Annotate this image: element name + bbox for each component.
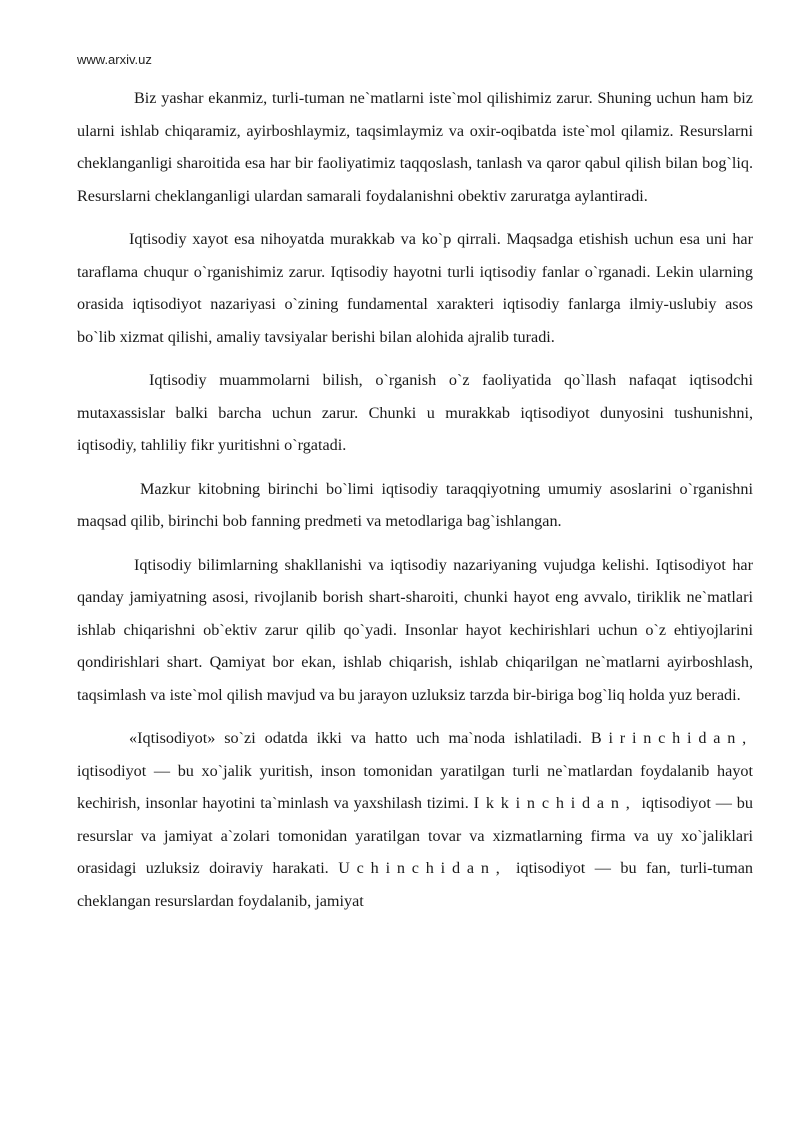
paragraph-4: Mazkur kitobning birinchi bo`limi iqtisodiy taraqqiyotning umumiy asoslarini o`rganishni maqsad qilib, birinchi bob fanning predmeti va metodlariga bag`ishlangan. [77, 479, 753, 530]
paragraph-6-definition-2: iqtisodiyot — bu resurslar va jamiyat a`zolari tomonidan yaratilgan tovar va xizmatlarning firma va uy xo`jaliklari orasidagi uzluksiz doiraviy harakati. [77, 794, 753, 877]
paragraph-2: Iqtisodiy xayot esa nihoyatda murakkab va ko`p qirrali. Maqsadga etishish uchun esa uni har taraflama chuqur o`rganishimiz zarur. Iqtisodiy hayotni turli iqtisodiy fanlar o`rganadi. Lekin ularning orasida iqtisodiyot nazariyasi o`zining fundamental xarakteri iqtisodiy fanlarga ilmiy-uslubiy asos bo`lib xizmat qilishi, amaliy tavsiyalar berishi bilan alohida ajralib turadi. [77, 230, 753, 346]
paragraph-6 [77, 722, 753, 917]
emphasis-first: Birinchidan, [590, 729, 753, 747]
paragraph-6-intro: «Iqtisodiyot» so`zi odatda ikki va hatto uch ma`noda ishlatiladi. [129, 729, 591, 747]
paragraph-5: Iqtisodiy bilimlarning shakllanishi va iqtisodiy nazariyaning vujudga kelishi. Iqtisodiyot har qanday jamiyatning asosi, rivojlanib borish shart-sharoiti, chunki hayot eng avvalo, tiriklik ne`matlari ishlab chiqarishni ob`ektiv zarur qilib qo`yadi. Insonlar hayot kechirishlari uchun o`z ehtiyojlarini qondirishlari shart. Qamiyat bor ekan, ishlab chiqarish, ishlab chiqarilgan ne`matlarni ayirboshlash, taqsimlash va iste`mol qilish mavjud va bu jarayon uzluksiz tarzda bir-biriga bog`liq holda yuz beradi. [77, 555, 753, 704]
site-url: www.arxiv.uz [77, 52, 152, 67]
emphasis-second: Ikkinchidan, [473, 794, 637, 812]
paragraph-6-definition-3: iqtisodiyot — bu fan, turli-tuman cheklangan resurslardan foydalanib, jamiyat [77, 859, 753, 910]
emphasis-third: Uchinchidan, [338, 859, 507, 877]
paragraph-3: Iqtisodiy muammolarni bilish, o`rganish o`z faoliyatida qo`llash nafaqat iqtisodchi mutaxassislar balki barcha uchun zarur. Chunki u murakkab iqtisodiyot dunyosini tushunishni, iqtisodiy, tahliliy fikr yuritishni o`rgatadi. [77, 371, 753, 454]
document-body [77, 82, 753, 917]
paragraph-1: Biz yashar ekanmiz, turli-tuman ne`matlarni iste`mol qilishimiz zarur. Shuning uchun ham biz ularni ishlab chiqaramiz, ayirboshlaymiz, taqsimlaymiz va oxir-oqibatda iste`mol qilamiz. Resurslarni cheklanganligi sharoitida esa har bir faoliyatimiz taqqoslash, tanlash va qaror qabul qilish bilan bog`liq. Resurslarni cheklanganligi ulardan samarali foydalanishni obektiv zaruratga aylantiradi. [77, 89, 753, 205]
paragraph-6-definition-1: iqtisodiyot — bu xo`jalik yuritish, inson tomonidan yaratilgan turli ne`matlardan foydalanib hayot kechirish, insonlar hayotini ta`minlash va yaxshilash tizimi. [77, 761, 753, 812]
